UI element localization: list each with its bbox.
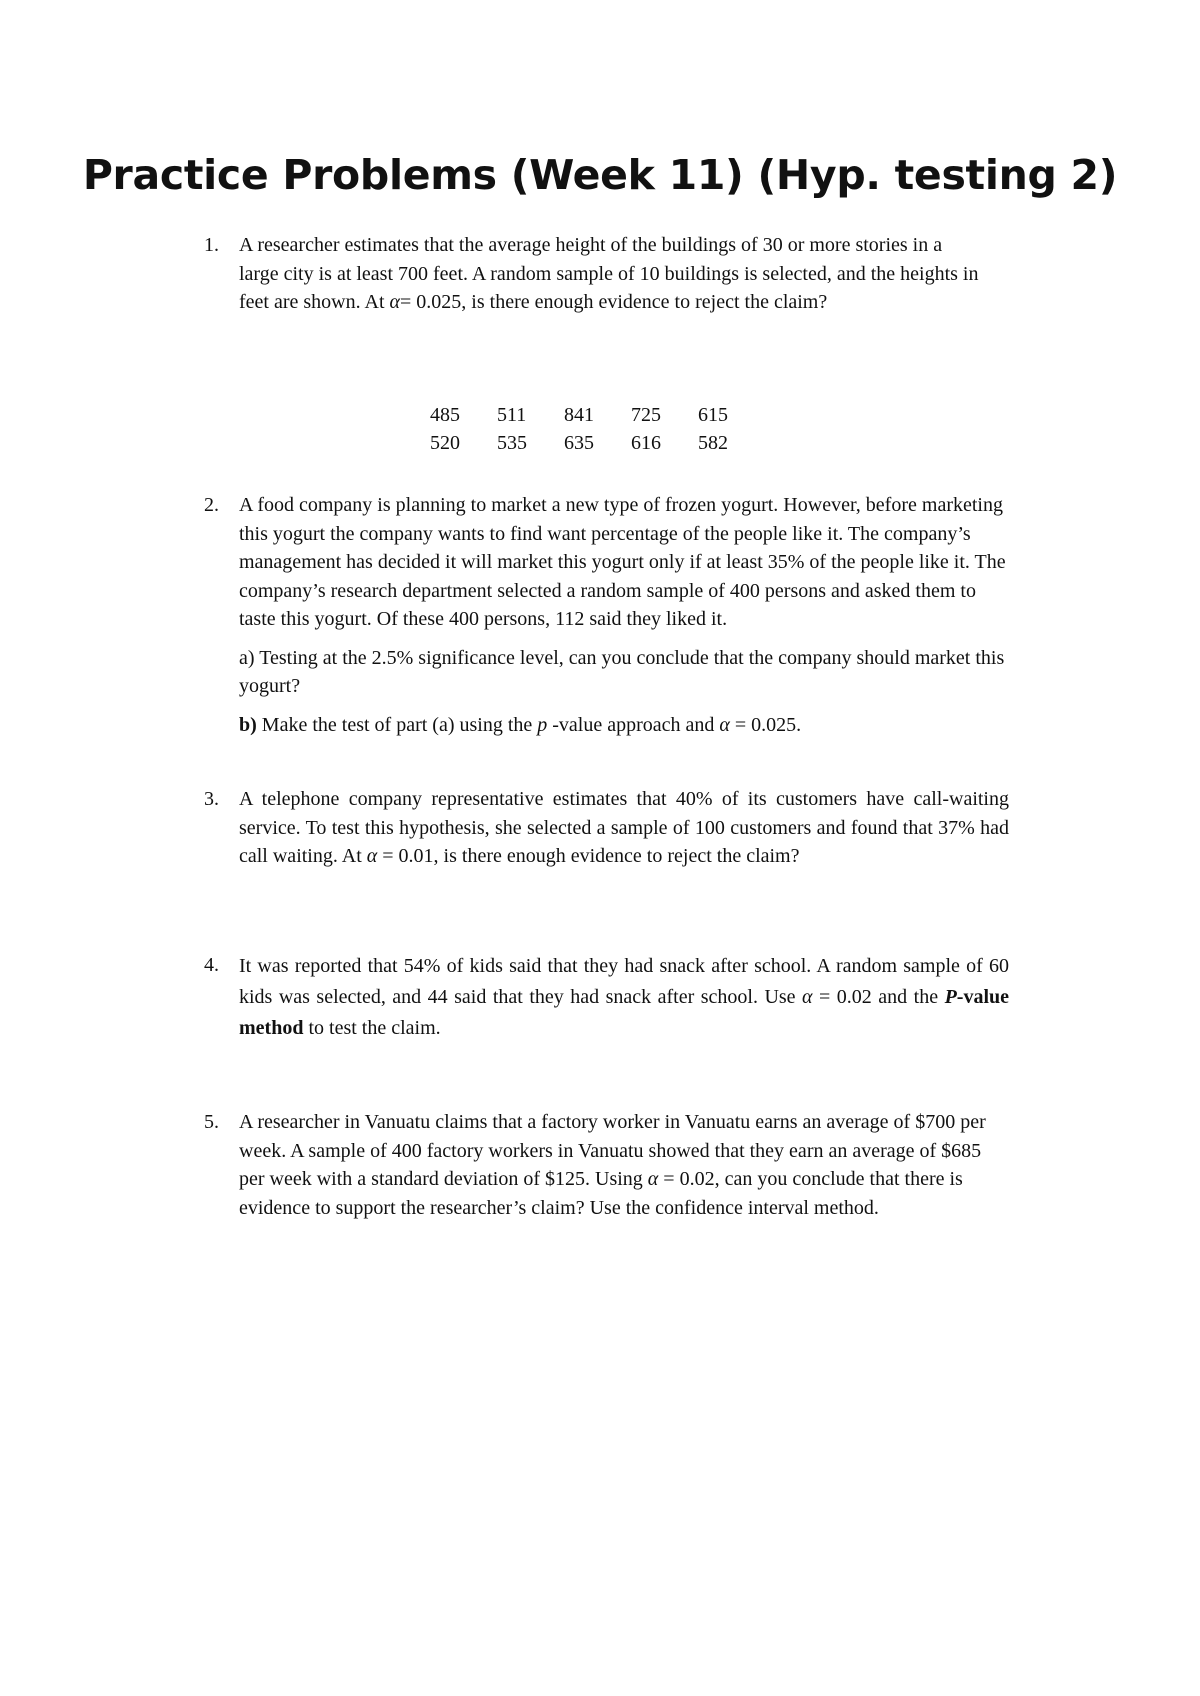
problem-text <box>239 785 1009 871</box>
problem-text <box>239 951 1009 1044</box>
page-title: Practice Problems (Week 11) (Hyp. testing 2) <box>82 151 1118 199</box>
alpha-symbol: α <box>802 986 813 1008</box>
problem-text-part: It was reported that 54% of kids said that they had snack after school. A random sample of 60 kids was selected, and 44 said that they had snack after school. Use <box>239 955 1009 1008</box>
table-cell: 616 <box>631 431 661 454</box>
alpha-symbol: α <box>389 291 401 313</box>
table-cell: 511 <box>497 403 527 426</box>
problem-text-part: A researcher in Vanuatu claims that a factory worker in Vanuatu earns an average of $700 per week. A sample of 400 factory workers in Vanuatu showed that they earn an average of $685 per week with a standard deviation of $125. Using <box>239 1111 986 1190</box>
problem-number: 4. <box>204 954 219 976</box>
problem-text-part: = 0.025, is there enough evidence to reject the claim? <box>400 291 828 313</box>
table-cell: 535 <box>497 431 527 454</box>
table-cell: 635 <box>564 431 594 454</box>
sub-question-b <box>239 711 1009 740</box>
problem-text-part: to test the claim. <box>303 1017 441 1039</box>
p-symbol: p <box>537 713 548 736</box>
sub-question-text: = 0.025. <box>729 713 802 736</box>
alpha-symbol: α <box>366 845 378 867</box>
sub-question-a <box>239 644 1009 701</box>
problem-number: 2. <box>204 494 219 516</box>
problem-text-part: A food company is planning to market a new type of frozen yogurt. However, before marketing this yogurt the company wants to find want percentage of the people like it. The company’s management has decided it will market this yogurt only if at least 35% of the people like it. The company’s research department selected a random sample of 400 persons and asked them to taste this yogurt. Of these 400 persons, 112 said they liked it. <box>239 494 1006 630</box>
problem-text-part: = 0.01, is there enough evidence to reject the claim? <box>377 845 800 867</box>
sub-question-text: -value approach and <box>547 713 720 736</box>
problem-text-part: A telephone company representative estimates that 40% of its customers have call-waiting service. To test this hypothesis, she selected a sample of 100 customers and found that 37% had call waiting. At <box>239 788 1009 867</box>
problem-text-part: A researcher estimates that the average height of the buildings of 30 or more stories in a large city is at least 700 feet. A random sample of 10 buildings is selected, and the heights in feet are shown. At <box>239 234 979 313</box>
alpha-symbol: α <box>647 1168 659 1190</box>
table-cell: 520 <box>430 431 460 454</box>
problem-number: 1. <box>204 234 219 256</box>
p-symbol: P <box>944 986 957 1008</box>
problem-text <box>239 491 1009 739</box>
table-cell: 841 <box>564 403 594 426</box>
problem-text <box>239 231 979 317</box>
heights-data-table <box>430 401 765 457</box>
table-row <box>430 401 765 429</box>
problem-number: 5. <box>204 1111 219 1133</box>
table-row <box>430 429 765 457</box>
table-cell: 725 <box>631 403 661 426</box>
problem-text-part: = 0.02 and the <box>812 986 945 1008</box>
alpha-symbol: α <box>719 713 730 736</box>
problem-text-part: = 0.02, can you conclude that there is evidence to support the researcher’s claim? Use the confidence interval method. <box>239 1168 963 1219</box>
sub-question-text: Make the test of part (a) using the <box>261 713 538 736</box>
table-cell: 582 <box>698 431 728 454</box>
sub-question-label: b) <box>239 713 257 736</box>
problem-text <box>239 1108 999 1222</box>
problem-number: 3. <box>204 788 219 810</box>
table-cell: 485 <box>430 403 460 426</box>
sub-question-text: Testing at the 2.5% significance level, can you conclude that the company should market this yogurt? <box>239 646 1005 697</box>
problem-text-part: -value method <box>239 986 1010 1039</box>
table-cell: 615 <box>698 403 728 426</box>
sub-question-label: a) <box>239 646 255 669</box>
